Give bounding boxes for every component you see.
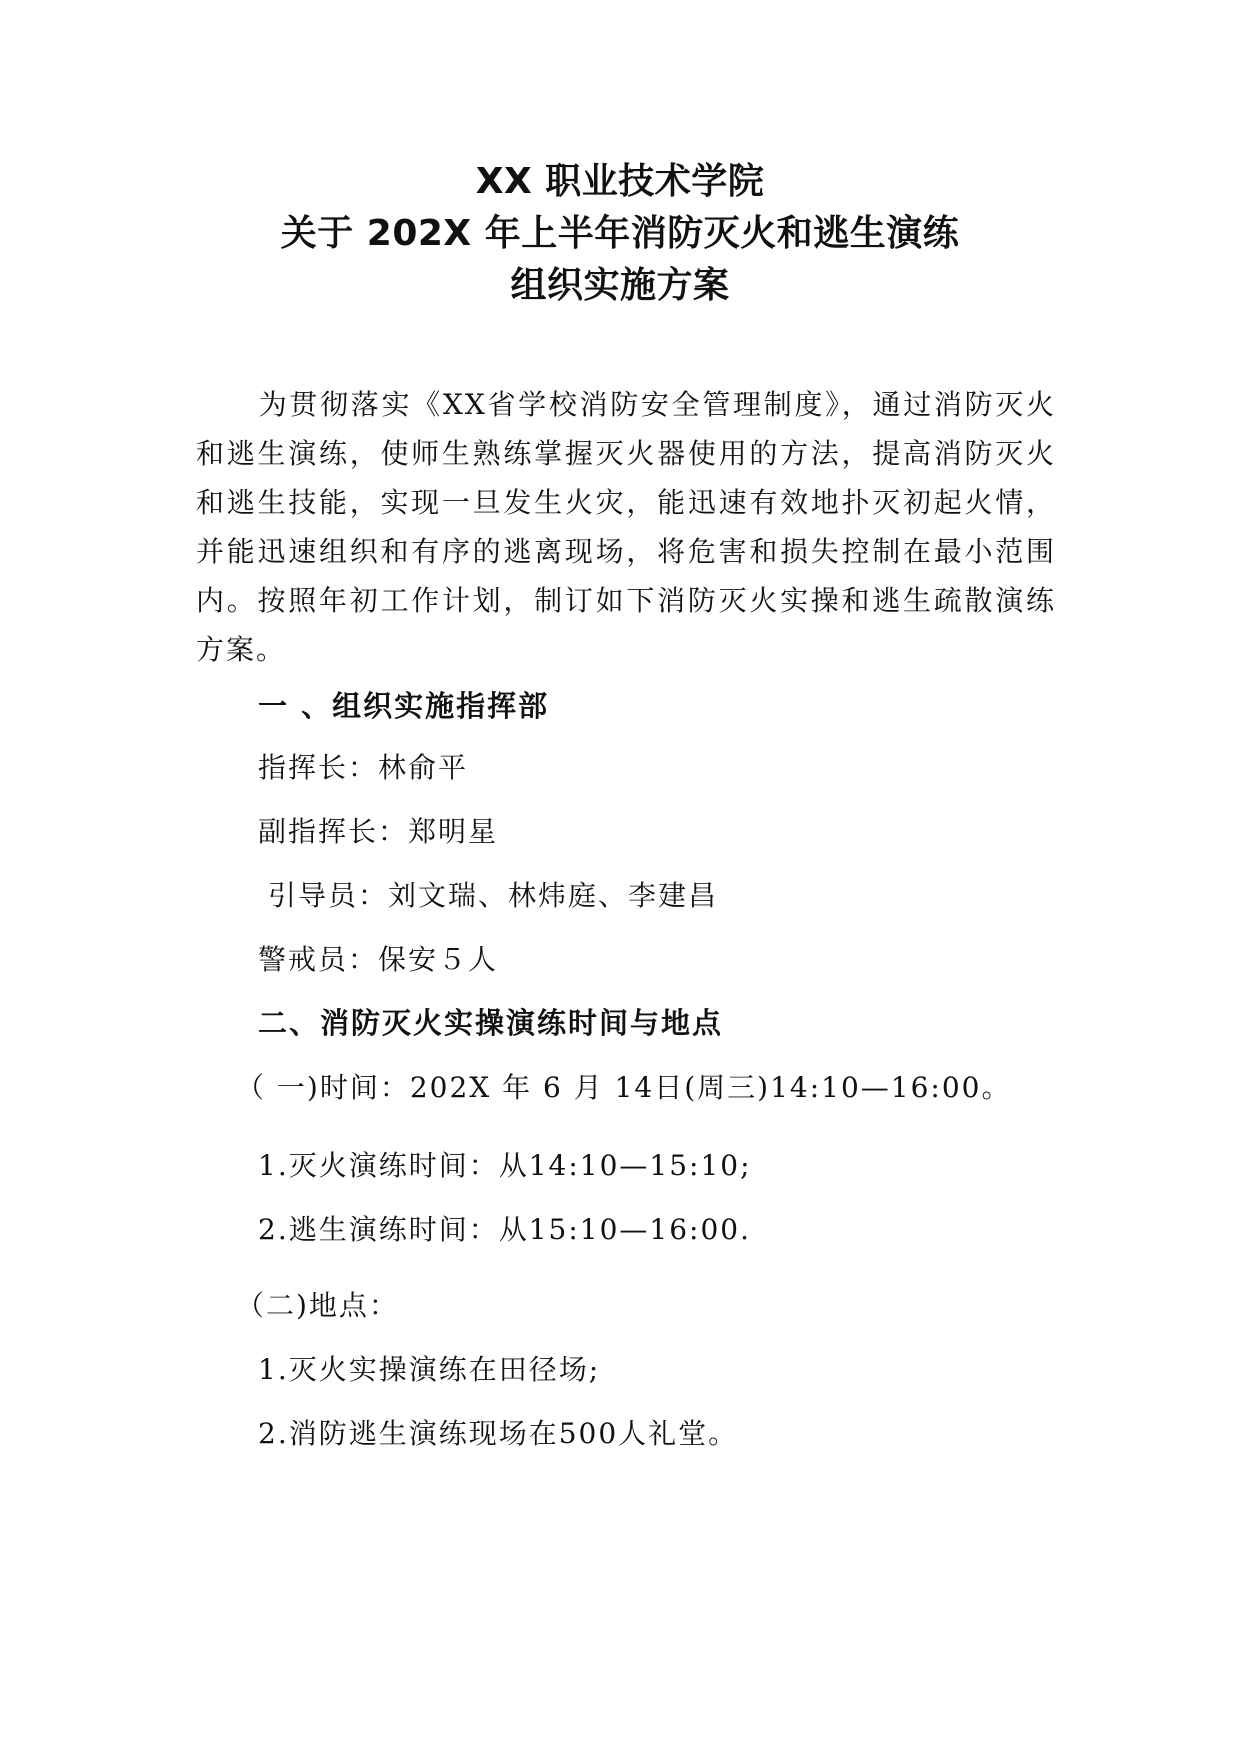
deputy-commander: 副指挥长：郑明星 xyxy=(258,815,499,848)
section-2-heading: 二、消防灭火实操演练时间与地点 xyxy=(258,1006,724,1040)
intro-paragraph xyxy=(196,380,1056,674)
drill-place: （二)地点： xyxy=(236,1289,399,1322)
commander: 指挥长：林俞平 xyxy=(258,751,469,784)
escape-drill-time: 2.逃生演练时间：从15:10—16:00. xyxy=(258,1213,751,1246)
fire-drill-place: 1.灭火实操演练在田径场; xyxy=(258,1353,601,1386)
escape-drill-place: 2.消防逃生演练现场在500人礼堂。 xyxy=(258,1417,739,1450)
document-title-line-1: XX 职业技术学院 xyxy=(475,161,765,202)
document-title-line-2: 关于 202X 年上半年消防灭火和逃生演练 xyxy=(280,213,960,254)
drill-time: （ 一)时间：202X 年 6 月 14日(周三)14:10—16:00。 xyxy=(236,1071,1012,1104)
fire-drill-time: 1.灭火演练时间：从14:10—15:10; xyxy=(258,1149,752,1182)
guards: 警戒员：保安５人 xyxy=(258,943,499,976)
intro-text: 为贯彻落实《XX省学校消防安全管理制度》，通过消防灭火和逃生演练，使师生熟练掌握灭火器使用的方法，提高消防灭火和逃生技能，实现一旦发生火灾，能迅速有效地扑灭初起火情，并能迅速组织和有序的逃离现场，将危害和损失控制在最小范围内。按照年初工作计划，制订如下消防灭火实操和逃生疏散演练方案。 xyxy=(196,388,1056,666)
section-1-heading: 一 、组织实施指挥部 xyxy=(258,689,550,723)
document-title-line-3: 组织实施方案 xyxy=(510,265,730,306)
guides: 引导员：刘文瑞、林炜庭、李建昌 xyxy=(268,879,719,912)
